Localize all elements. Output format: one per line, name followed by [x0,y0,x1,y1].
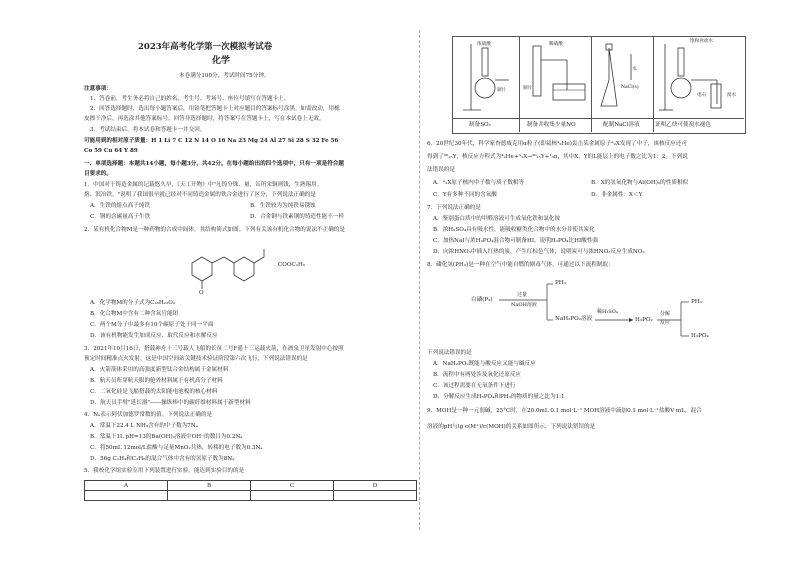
q1-option: D．合金钢与铁素钢的铸造性能不一样 [250,214,344,220]
label-nacl: NaCl(s) [621,85,639,90]
exam-title: 2023年高考化学第一次模拟考试卷 [138,42,273,52]
note-item: 3．考试结束后，将本试卷和答题卡一并交回。 [90,127,206,133]
flow-h3po4: H₃PO₄ [691,333,709,339]
flow-step1-top: 过量 [517,292,528,298]
flow-mid: NaH₂PO₂溶液 [555,316,593,322]
label-water: 水 [632,67,637,72]
q3-option: B．航天员所穿航天服的舱外材料属于有机高分子材料 [90,378,223,384]
q6-option: C．Y有多种不同的含氧酸 [433,192,497,198]
q6-stem: 法错误的是 [427,167,455,173]
q9-stem: 溶液的pH与lg c(M⁺)/c(MOH)的关系如图所示，下列说法错误的是 [427,424,596,430]
caption-a: 制备SO₂ [469,122,491,128]
section-heading: 目要求的。 [84,171,112,177]
q4-option: C．将50mL 12mol/L盐酸与足量MnO₂共热，转移的电子数为0.3Nₐ [90,445,263,451]
q7-option: B．浓H₂SO₄具有吸水性，能吸收糖类化合物中的水分并使其炭化 [433,227,595,233]
notes-heading: 注意事项： [84,86,112,92]
label-dilute-hno3: 稀硝酸 [549,42,563,47]
caption-divider [452,118,744,119]
flow-start: 白磷(P₄) [471,297,493,303]
flow-step1-bottom: NaOH溶液 [511,302,537,308]
q4-option: B．常温下1L pH=13的Ba(OH)₂溶液中OH⁻的数目为0.2Nₐ [90,434,243,440]
q2-stem: 2．某有机化合物M是一种药物的合成中间体，其结构简式如图。下列有关该有机化合物的说法不正确的是 [84,227,346,233]
q9-stem: 9．MOH是一种一元弱碱，25°C时，在20.0mL 0.1 mol·L⁻¹ MOH溶液中滴加0.1 mol·L⁻¹盐酸V mL，混合 [427,408,702,414]
q4-option: A．常温下22.4 L NH₃含有的中子数为7Nₐ [90,423,198,429]
q7-stem: 7．下列说法正确的是 [427,205,481,211]
q8-option: B．流程中有两处涉及氧化还原反应 [433,372,522,378]
caption-d: 证明乙炔可使溴水褪色 [655,122,711,128]
q6-option: A．ᴬ₂X原子核内中子数与质子数相等 [433,180,525,186]
caption-c: 配制NaCl溶液 [603,122,640,128]
q2-option: A．化学物M的分子式为C₁₈H₂₂O₃ [90,300,176,306]
apparatus-so2 [457,40,517,116]
label-copper-b: 铜片 [523,86,533,91]
q3-stem: 预定时间精准点火发射，这是中国空间站关键技术验证阶段第六次飞行，下列说法错误的是 [84,356,308,362]
exam-meta: 本卷满分100分，考试时间75分钟。 [179,73,270,79]
label-carbide: 电石 [697,93,707,98]
q3-option: A．火箭箭体采用的高强度新型钛合金结构属于金属材料 [90,367,229,373]
caption-b: 制备并收集少量NO [527,122,576,128]
note-item: 皮擦干净后，再选涂其他答案标号。回答非选择题时，将答案写在答题卡上，写在本试卷上无效。 [84,116,325,122]
q8-option: D．分解反应生成H₃PO₄和PH₃的物质的量之比为1:1 [433,394,565,400]
flow-ph3-top: PH₃ [555,280,566,286]
q8-option: C．该过程需要在无氧条件下进行 [433,383,516,389]
q5-col-c: C [251,481,334,491]
q1-option: C．钢的含碳量高于生铁 [90,214,151,220]
flow-step2: 稀H₂SO₄ [597,309,618,315]
q5-col-b: B [168,481,251,491]
q8-option: A．NaH₂PO₂既能与酸反应又能与碱反应 [433,361,536,367]
flow-step3-bottom: 反应 [660,320,671,326]
apparatus-no [523,40,589,116]
q5-col-a: A [85,481,168,491]
q4-stem: 4．Nₐ表示阿伏加德罗常数的值。下列说法正确的是 [84,412,213,418]
apparatus-nacl [595,40,651,116]
flow-h3po2: H₃PO₂ [635,317,653,323]
flow-ph3-right: PH₃ [691,299,702,305]
note-item: 1．答卷前，考生务必将自己的姓名、考生号、考场号、座位号填写在答题卡上。 [90,96,290,102]
label-brine: 饱和食盐水 [690,39,713,44]
q1-option: B．生铁较为为纯铁易锈蚀 [250,203,316,209]
flow-step3-top: 分解 [660,311,671,317]
q1-stem: 熔、泯冶铁，"说明了我国很早就已经对不同铸造金属的铁合金进行了区分，下列说法正确的是 [84,192,316,198]
q1-stem: 1．中国对于铸造金属的记载悠久早，《天工开物》中"凡铸分铢、量，缶所宋铜则钱，生熟锡用。 [84,182,323,188]
q3-option: C．二氧化硅是飞船搭载的太阳能电池板的核心材料 [90,389,218,395]
q8-after: 下列说法错误的是 [427,350,472,356]
label-bromine-water: 溴水 [727,93,737,98]
q2-option: B．化合物M中含有二种含氧官能团 [90,311,179,317]
label-conc-h2so4: 浓硫酸 [477,42,491,47]
q7-option: D．向浓HNO₃中插入红热的炭，产生红棕色气体，说明炭可与浓HNO₃反应生成NO₂ [433,249,645,255]
label-copper: 铜片 [497,88,507,93]
q3-stem: 3．2021年10月16日，搭载神舟十三号载人飞船的长征二号F遥十三运载火箭，在酒泉卫星发射中心按照 [84,346,344,352]
q4-option: D．56g C₂H₄和C₃H₆的混合气体中含有的氢原子数为8Nₐ [90,456,235,462]
section-heading: 一、单项选择题：本题共14小题，每小题3分，共42分。在每小题给出的四个选项中，只有一项是符合题 [84,161,344,167]
q3-option: D．航天员手臂"延长器"——操纵棒中的碳纤维材料属于新型材料 [90,400,251,406]
q2-option: C．两个M分子中最多有10个碳原子处于同一平面 [90,322,214,328]
q6-stem: 得到了³⁰₁₅Y，核反应方程式为⁴₂He+ᴬ₂X→³⁰₁₅Y+¹₀n，其中X、Y的L能层上的电子数之比为1：2。下列说 [427,154,688,160]
molecule-oxygen: O [199,290,204,296]
apparatus-acetylene [657,40,741,116]
atomic-masses: 可能用到的相对原子质量：H 1 Li 7 C 12 N 14 O 16 Na 23 Mg 24 Al 27 Si 28 S 32 Fe 56 [84,138,339,144]
q2-option: D．该有机物能发生加成反应、取代反应和水解反应 [90,333,218,339]
column-divider [419,30,420,530]
q6-option: B．X的氢氧化物与Al(OH)₃的性质相似 [591,180,689,186]
q5-answer-table [84,480,417,501]
note-item: 2．回答选择题时，选出每小题答案后，用铅笔把答题卡上对应题目的答案标号涂黑。如需改动，用橡 [90,106,340,112]
q7-option: C．加热NaI与浓H₃PO₄混合物可制备HI，说明H₃PO₄比HI酸性强 [433,238,599,244]
atomic-masses: Co 59 Cu 64 Y 89 [84,148,138,154]
q1-option: A．生铁的熔点高于纯铁 [90,203,150,209]
q5-stem: 5．我校化学组实验室用下列装置进行实验，能达到实验目的的是 [84,468,245,474]
q5-col-d: D [334,481,417,491]
q7-option: A．鉴别蛋白质中的甲醛溶液可生成氧化铁和氯化铵 [433,216,561,222]
subject-title: 化学 [212,56,231,66]
q8-stem: 8．磷化氢(PH₃)是一种在空气中能自燃的剧毒气体，可通过以下流程制取： [427,262,614,268]
molecule-label: COOC₂H₅ [278,262,306,268]
q6-option: D．非金属性：X＜Y [591,192,643,198]
q6-stem: 6．20世纪30年代，科学家查德威克用α粒子(即氦核⁴₂He)轰击某金属原子ᴬ₂X发现了中子，该核反应还可 [427,141,687,147]
